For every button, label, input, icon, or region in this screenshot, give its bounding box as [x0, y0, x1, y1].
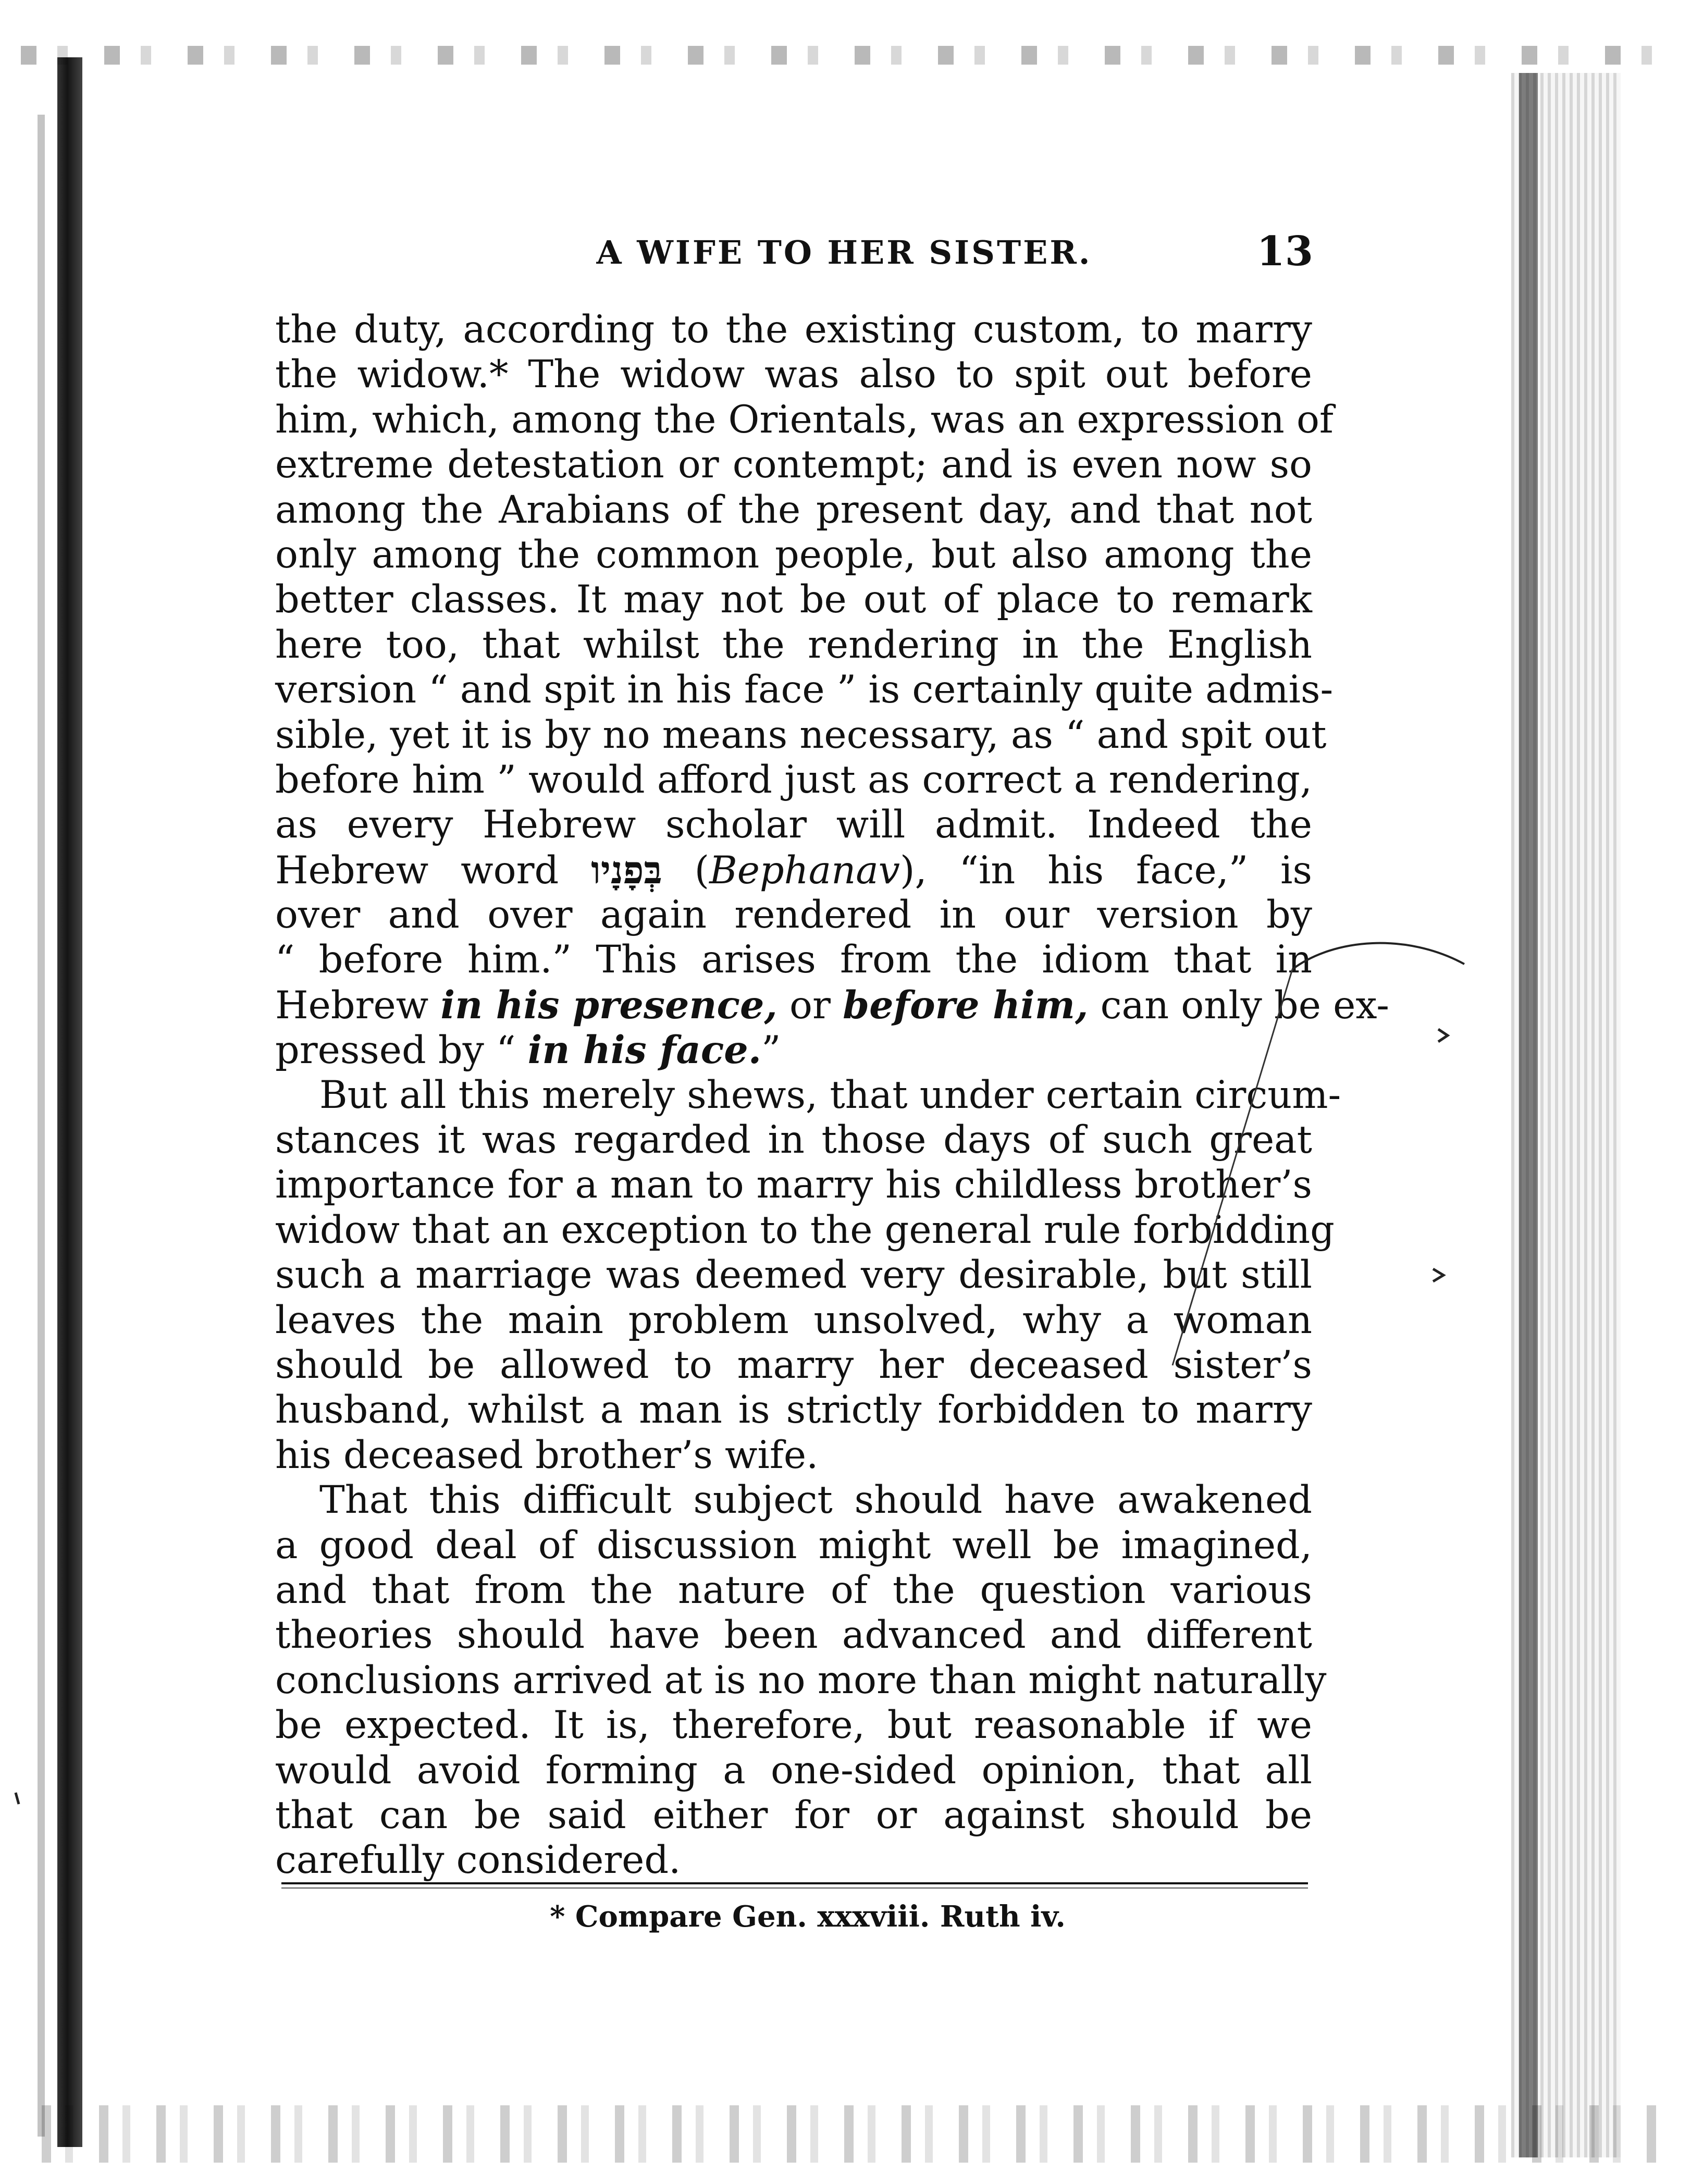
- text-line: better classes. It may not be out of place to remark: [275, 577, 1312, 622]
- hebrew-word: בְּפָנָיו: [591, 847, 662, 893]
- transliteration: Bephanav: [709, 848, 900, 893]
- text-line: only among the common people, but also among the: [275, 532, 1312, 577]
- text-fragment: ”: [761, 1028, 781, 1073]
- text-line-hebrew-word: [275, 848, 1312, 893]
- text-line: over and over again rendered in our version by: [275, 893, 1312, 937]
- text-fragment: or: [777, 983, 843, 1028]
- text-line: leaves the main problem unsolved, why a woman: [275, 1298, 1312, 1342]
- text-line: and that from the nature of the question various: [275, 1568, 1312, 1612]
- text-fragment: pressed by “: [275, 1028, 528, 1073]
- text-line: the widow.* The widow was also to spit out before: [275, 352, 1312, 397]
- text-fragment: can only be ex-: [1088, 983, 1389, 1028]
- scan-noise-bottom: [42, 2105, 1657, 2163]
- text-line: theories should have been advanced and different: [275, 1613, 1312, 1658]
- text-line: “ before him.” This arises from the idiom that in: [275, 937, 1312, 982]
- text-line: conclusions arrived at is no more than might naturally: [275, 1658, 1327, 1702]
- page-number: 13: [1256, 228, 1313, 275]
- italic-phrase: in his face.: [527, 1028, 762, 1073]
- pencil-mark: [1438, 1029, 1448, 1042]
- text-line: among the Arabians of the present day, and that not: [275, 487, 1312, 532]
- text-fragment: Hebrew word: [275, 848, 559, 893]
- scan-noise-top: [21, 46, 1668, 65]
- text-line: be expected. It is, therefore, but reasonable if we: [275, 1703, 1312, 1748]
- running-title: A WIFE TO HER SISTER.: [596, 233, 1092, 272]
- text-line-paragraph-end: [275, 1028, 1312, 1072]
- text-line: as every Hebrew scholar will admit. Indeed the: [275, 803, 1312, 847]
- text-line: version “ and spit in his face ” is certainly quite admis-: [275, 668, 1334, 712]
- text-line: extreme detestation or contempt; and is even now so: [275, 442, 1312, 487]
- text-line-paragraph-end: his deceased brother’s wife.: [275, 1433, 819, 1477]
- text-line: the duty, according to the existing custom, to marry: [275, 307, 1312, 352]
- text-fragment: ), “in his face,” is: [899, 848, 1312, 893]
- binding-shadow-left: [57, 57, 82, 2147]
- text-line-italic-phrases: [275, 982, 1389, 1028]
- italic-phrase: in his presence,: [440, 982, 777, 1028]
- text-line: sible, yet it is by no means necessary, as “ and spit out: [275, 712, 1327, 757]
- text-line: that can be said either for or against should be: [275, 1793, 1312, 1837]
- text-line: here too, that whilst the rendering in the English: [275, 622, 1312, 667]
- paragraph-first-line: That this difficult subject should have awakened: [319, 1478, 1312, 1523]
- text-line: importance for a man to marry his childless brother’s: [275, 1163, 1312, 1207]
- text-line: him, which, among the Orientals, was an expression of: [275, 397, 1334, 442]
- pencil-mark: [1433, 1269, 1443, 1281]
- text-fragment: (: [662, 848, 710, 893]
- italic-phrase: before him,: [843, 982, 1089, 1028]
- text-line: such a marriage was deemed very desirable, but still: [275, 1253, 1312, 1298]
- text-line-paragraph-end: carefully considered.: [275, 1838, 681, 1883]
- footnote: * Compare Gen. xxxviii. Ruth iv.: [550, 1899, 1066, 1934]
- body-text: [275, 307, 1389, 1883]
- text-line: husband, whilst a man is strictly forbidden to marry: [275, 1388, 1312, 1433]
- text-line: would avoid forming a one-sided opinion, that all: [275, 1748, 1312, 1793]
- paragraph-first-line: But all this merely shews, that under certain circum-: [319, 1072, 1341, 1117]
- text-fragment: Hebrew: [275, 983, 441, 1028]
- pencil-stroke: [1292, 943, 1464, 969]
- pencil-mark: [16, 1793, 19, 1804]
- text-line: a good deal of discussion might well be imagined,: [275, 1523, 1312, 1568]
- text-line: widow that an exception to the general rule forbidding: [275, 1207, 1335, 1252]
- footnote-rule: [281, 1882, 1308, 1889]
- text-line: should be allowed to marry her deceased sister’s: [275, 1342, 1312, 1387]
- text-line: before him ” would afford just as correct a rendering,: [275, 757, 1312, 802]
- binding-shadow-left-faint: [38, 115, 45, 2137]
- text-line: stances it was regarded in those days of such great: [275, 1118, 1312, 1163]
- page-edge-right-shadow: [1519, 73, 1538, 2157]
